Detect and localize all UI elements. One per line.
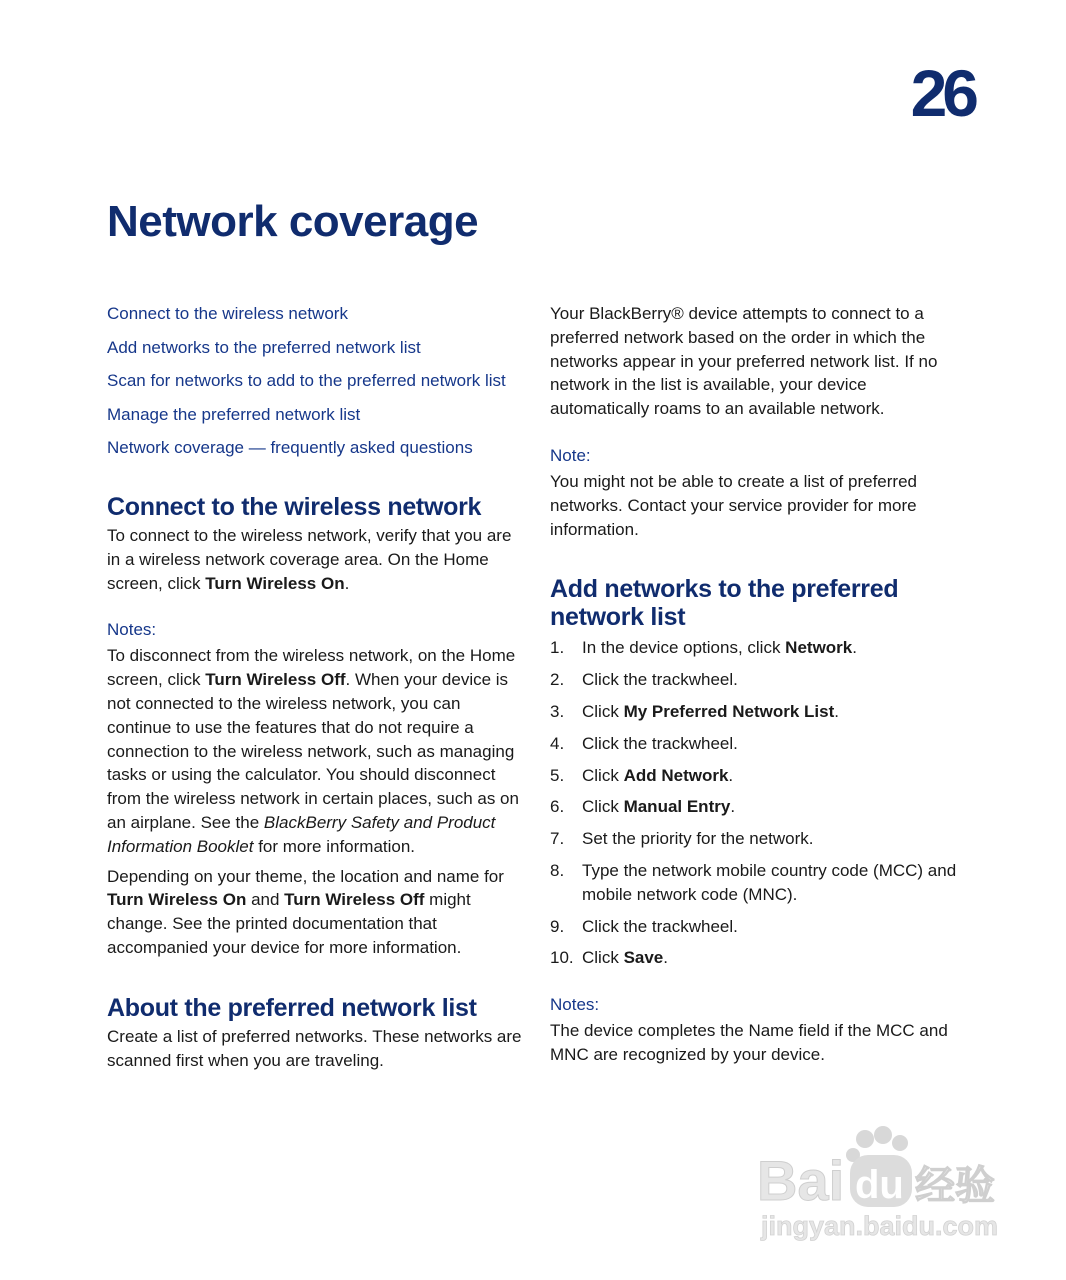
step-item: 4. Click the trackwheel. [550, 733, 738, 753]
toc-item[interactable] [107, 401, 522, 435]
connect-note-1: To disconnect from the wireless network, on the Home screen, click Turn Wireless Off. When your device is not connected to the wireless network, you can continue to use the features that do not require a connection to the wireless network, such as managing tasks or using the calculator. You should disconnect from the wireless network in certain places, such as on an airplane. See the BlackBerry Safety and Product Information Booklet for more information. [107, 646, 519, 856]
step-item: 8. Type the network mobile country code (MCC) and mobile network code (MNC). [550, 860, 957, 904]
toc-link-manage[interactable]: Manage the preferred network list [107, 404, 361, 424]
connect-note-2: Depending on your theme, the location and name for Turn Wireless On and Turn Wireless Off might change. See the printed documentation that accompanied your device for more information. [107, 866, 504, 957]
svg-text:经验: 经验 [915, 1163, 995, 1209]
chapter-number: 26 [910, 56, 974, 130]
svg-text:du: du [855, 1163, 904, 1207]
toc-link-faq[interactable]: Network coverage — frequently asked questions [107, 438, 473, 458]
add-notes-text: The device completes the Name field if the MCC and MNC are recognized by your device. [550, 1021, 948, 1064]
section-heading-add-networks: Add networks to the preferred network list [550, 575, 899, 632]
left-column [107, 300, 522, 1072]
svg-text:Bai: Bai [757, 1149, 845, 1212]
about-paragraph: Create a list of preferred networks. These networks are scanned first when you are traveling. [107, 1026, 522, 1070]
step-item: 1. In the device options, click Network. [550, 638, 857, 658]
step-item: 2. Click the trackwheel. [550, 670, 738, 690]
toc-link-add-networks[interactable]: Add networks to the preferred network list [107, 337, 421, 357]
toc-item[interactable] [107, 300, 522, 334]
steps-list [550, 636, 970, 970]
toc-link-connect[interactable]: Connect to the wireless network [107, 304, 348, 323]
table-of-contents [107, 300, 522, 468]
page-title: Network coverage [107, 197, 479, 246]
step-item: 5. Click Add Network. [550, 765, 734, 785]
toc-item[interactable] [107, 367, 522, 401]
connect-paragraph: To connect to the wireless network, verify that you are in a wireless network coverage area. On the Home screen, click Turn Wireless On. [107, 525, 512, 593]
step-item: 3. Click My Preferred Network List. [550, 701, 839, 721]
toc-link-scan[interactable]: Scan for networks to add to the preferred network list [107, 371, 506, 391]
add-notes-label: Notes: [550, 995, 600, 1015]
connect-notes-label: Notes: [107, 620, 157, 640]
section-heading-connect: Connect to the wireless network [107, 492, 482, 521]
step-item: 6. Click Manual Entry. [550, 797, 736, 817]
right-column [550, 300, 970, 1067]
section-heading-about: About the preferred network list [107, 993, 477, 1022]
step-item: 10. Click Save. [550, 948, 668, 968]
toc-item[interactable] [107, 334, 522, 368]
step-item: 9. Click the trackwheel. [550, 916, 738, 936]
baidu-watermark-logo [755, 1125, 1005, 1245]
note-label: Note: [550, 445, 591, 465]
svg-text:jingyan.baidu.com: jingyan.baidu.com [761, 1211, 999, 1241]
step-item: 7. Set the priority for the network. [550, 829, 814, 849]
intro-paragraph: Your BlackBerry® device attempts to connect to a preferred network based on the order in which the networks appear in your preferred network list. If no network in the list is available, your device automatically roams to an available network. [550, 304, 938, 419]
note-text: You might not be able to create a list of preferred networks. Contact your service provider for more information. [550, 471, 917, 539]
toc-item[interactable] [107, 434, 522, 468]
